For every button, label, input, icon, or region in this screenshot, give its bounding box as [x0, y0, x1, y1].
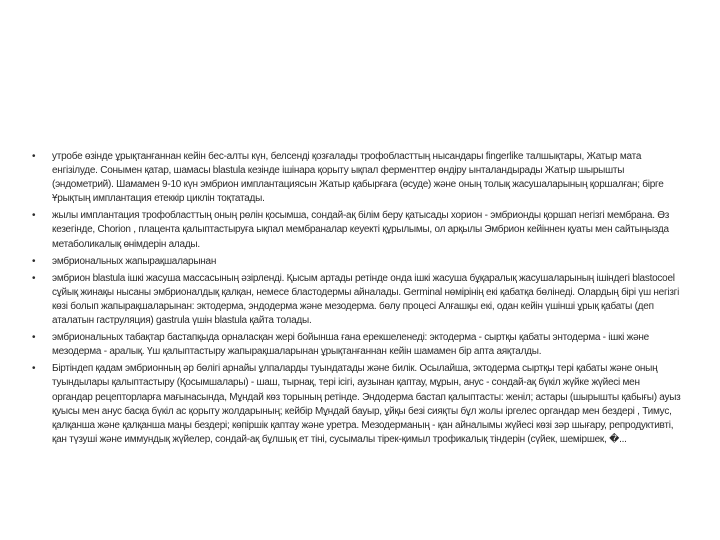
list-item — [30, 362, 682, 447]
bullet-icon: • — [32, 332, 36, 344]
bullet-icon: • — [32, 363, 36, 375]
bullet-icon: • — [32, 210, 36, 222]
list-item — [30, 209, 682, 251]
bullet-text: эмбриональных табақтар бастапқыда орналасқан жері бойынша ғана ерекшеленеді: эктодерма - сыртқы қабаты энтодерма - ішкі және мезодерма - аралық. Үш қалыптастыру жапырақшаларынан ұрықтанғаннан кейін шамамен бір апта аяқталды. — [52, 332, 649, 358]
bullet-list — [30, 150, 682, 447]
bullet-icon: • — [32, 255, 36, 267]
list-item — [30, 331, 682, 359]
bullet-icon: • — [32, 151, 36, 162]
bullet-text: эмбрион blastula ішкі жасуша массасының әзірленді. Қысым артады ретінде онда ішкі жасуша бұқаралық жасушаларының ішіндегі blastocoel сұйық жинақы нысаны эмбрионалдық қалқан, немесе бластодермы айналады. Germinal нөмірінің екі қабатқа бөлінеді. Олардың бірі үш негізгі көзі болып жапырақшаларынан: эктодерма, эндодерма және мезодерма. бөлу процесі Алғашқы екі, одан кейін үшінші ұрық қабаты (деп аталатын гаструляция) gastrula үшін blastula қайта толады. — [52, 272, 680, 327]
slide-body — [30, 150, 682, 450]
list-item — [30, 150, 682, 206]
bullet-text: жылы имплантация трофобласттың оның рөлін қосымша, сондай-ақ білім беру қатысады хорион - эмбрионды қоршап негізгі мембрана. Өз кезегінде, Chorion , плацента қалыптастыруға ықпал мембраналар кеуекті құрылымы, ол арқылы Эмбрион кейіннен қуаты мен сайтыңызда метаболикалық өнімдерін алады. — [52, 210, 670, 250]
list-item — [30, 255, 682, 269]
bullet-text: Біртіндеп қадам эмбрионның әр бөлігі арнайы ұлпаларды туындатады және билік. Осылайша, эктодерма сыртқы тері қабаты және оның туындылары қалыптастыру (Қосымшалары) - шаш, тырнақ, тері ісігі, аузынан қаптау, мұрын, анус - сондай-ақ бүкіл жүйке жүйесі мен органдар рецепторларға мағынасында, Мұндай көз торының ретінде. Эндодерма бастап қалыптасты: женіл; астары (шырышты қабығы) ауыз қуысы мен анус басқа бүкіл ас қорыту жолдарының; кейбір Мұндай бауыр, ұйқы безі сияқты бұл жолы іргелес органдар мен бездері , Тимус, қалқанша және қалқанша маңы бездері; көпіршік қаптау және уретра. Мезодерманың - қан айналымы жүйесі көзі зәр шығару, репродуктивті, қан түзуші және иммундық жүйелер, сондай-ақ бұлшық ет тіні, сусымалы тірек-қимыл трофикалық тіндерін (сүйек, шеміршек, �... — [52, 363, 681, 445]
list-item — [30, 272, 682, 328]
bullet-text: эмбриональных жапырақшаларынан — [52, 255, 217, 267]
bullet-text: утробе өзінде ұрықтанғаннан кейін бес-алты күн, белсенді қозғалады трофобласттың нысандары fingerlike талшықтары, Жатыр мата енгізілуде. Сонымен қатар, шамасы blastula кезінде ішінара қорыту ықпал ферменттер өндіру ынталандырады Жатыр шырышты (эндометрий). Шамамен 9-10 күн эмбрион имплантациясын Жатыр қабырғаға (өсуде) және оның толық жасушаларының қоршалған; бірге Ұрықтың имплантация етеккір циклін тоқтатады. — [52, 151, 664, 205]
bullet-icon: • — [32, 272, 36, 284]
